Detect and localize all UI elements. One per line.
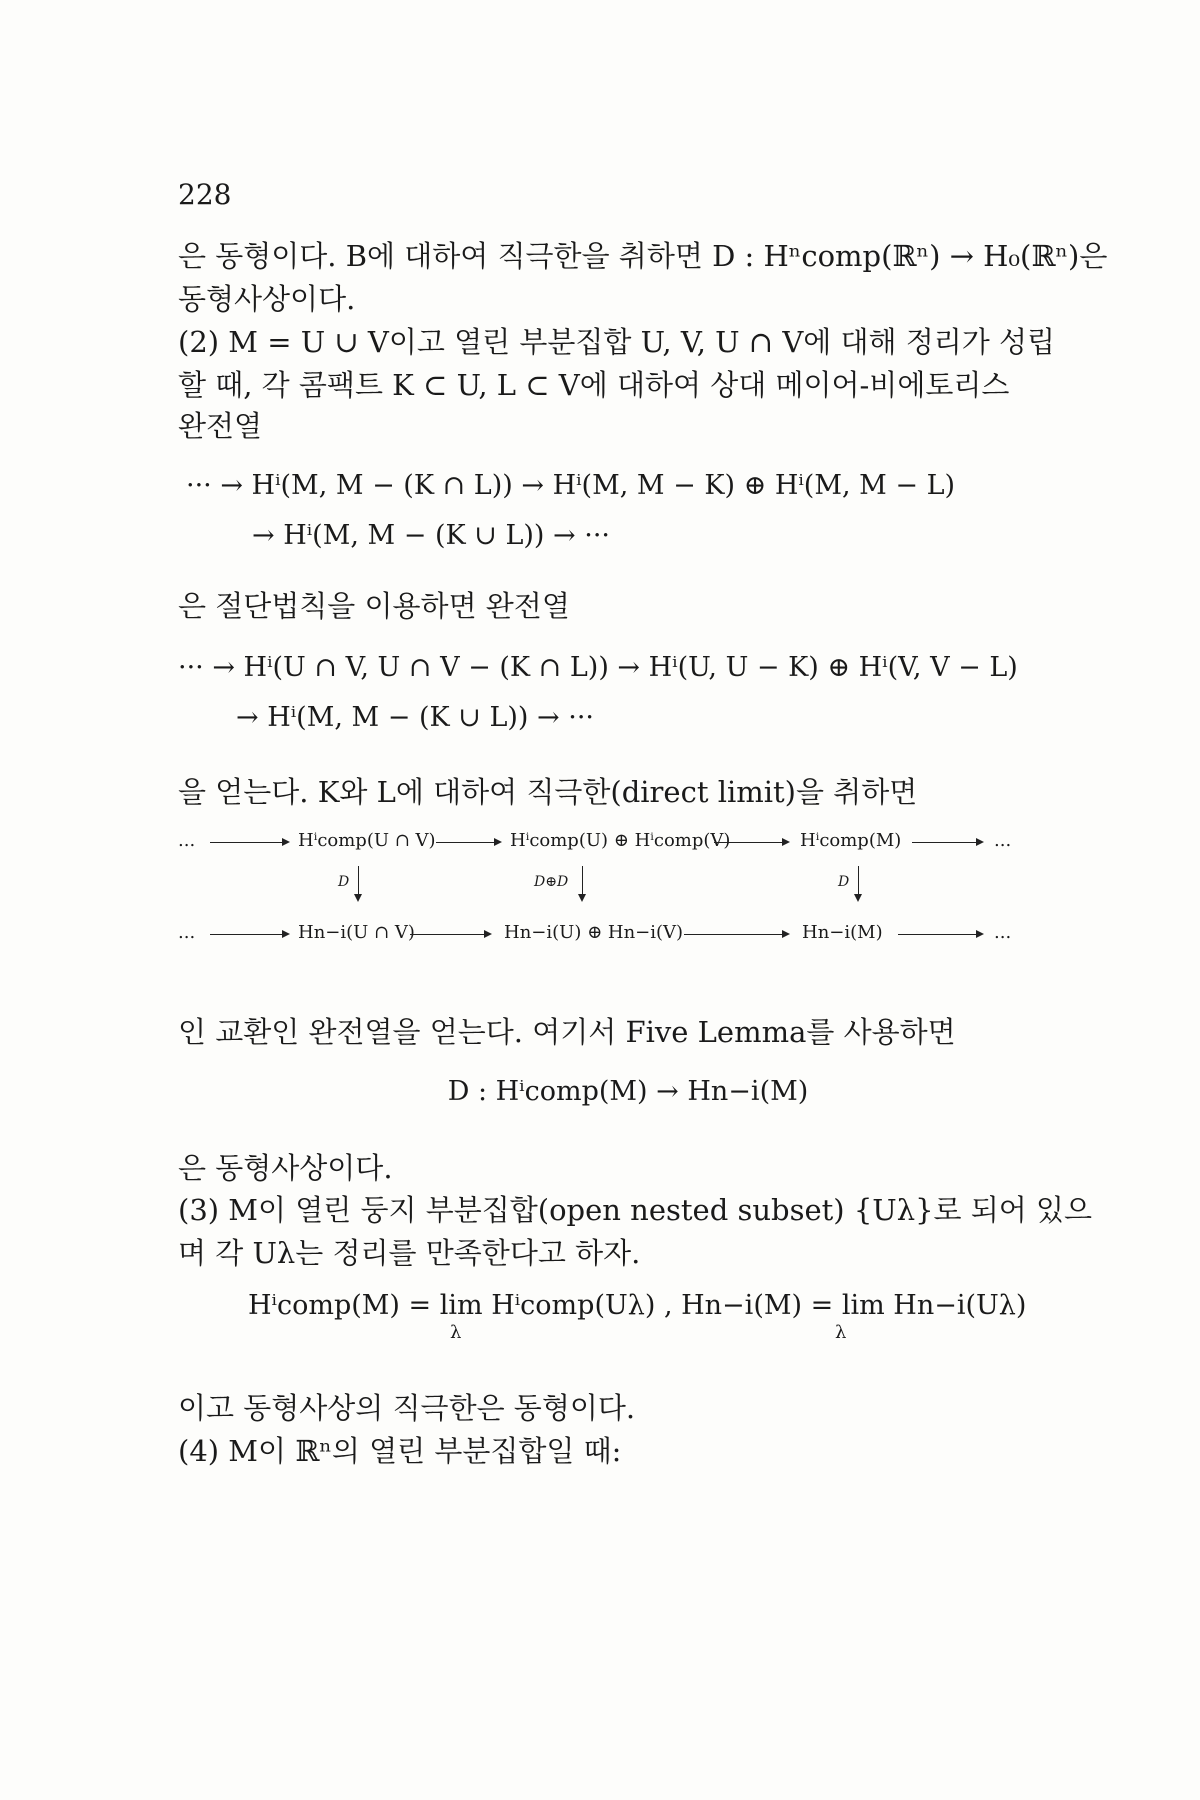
- diagram-node-bottom-3: Hn−i(M): [802, 922, 883, 943]
- diagram-vertical-label-3: D: [838, 874, 850, 890]
- diagram-arrow: [210, 842, 288, 843]
- diagram-down-arrow: [358, 866, 359, 900]
- diagram-node-bottom-2: Hn−i(U) ⊕ Hn−i(V): [504, 922, 684, 943]
- diagram-arrow: [436, 842, 500, 843]
- text-line-9: 은 동형사상이다.: [178, 1151, 393, 1185]
- limit-equation: Hⁱcomp(M) = lim Hⁱcomp(Uλ) , Hn−i(M) = lim Hn−i(Uλ): [248, 1290, 1027, 1321]
- diagram-dots-top-right: ...: [994, 830, 1012, 851]
- text-line-4: 할 때, 각 콤팩트 K ⊂ U, L ⊂ V에 대하여 상대 메이어-비에토리스: [178, 368, 1010, 402]
- text-line-11: 며 각 Uλ는 정리를 만족한다고 하자.: [178, 1236, 641, 1270]
- commutative-diagram: [178, 830, 1078, 960]
- diagram-node-bottom-1: Hn−i(U ∩ V): [298, 922, 415, 943]
- exact-sequence-2-line-1: ··· → Hⁱ(U ∩ V, U ∩ V − (K ∩ L)) → Hⁱ(U, U − K) ⊕ Hⁱ(V, V − L): [178, 652, 1018, 683]
- limit-subscript-right: λ: [835, 1322, 847, 1343]
- text-line-12: 이고 동형사상의 직극한은 동형이다.: [178, 1391, 636, 1425]
- text-line-5: 완전열: [178, 409, 263, 443]
- diagram-node-top-2: Hⁱcomp(U) ⊕ Hⁱcomp(V): [510, 830, 731, 851]
- text-line-7: 을 얻는다. K와 L에 대하여 직극한(direct limit)을 취하면: [178, 775, 918, 809]
- diagram-arrow: [912, 842, 982, 843]
- text-line-2: 동형사상이다.: [178, 282, 356, 316]
- text-line-3: (2) M = U ∪ V이고 열린 부분집합 U, V, U ∩ V에 대해 정리가 성립: [178, 325, 1056, 359]
- limit-subscript-left: λ: [450, 1322, 462, 1343]
- diagram-dots-bottom-right: ...: [994, 922, 1012, 943]
- exact-sequence-1-line-1: ··· → Hⁱ(M, M − (K ∩ L)) → Hⁱ(M, M − K) ⊕ Hⁱ(M, M − L): [186, 470, 956, 501]
- text-line-1: 은 동형이다. B에 대하여 직극한을 취하면 D : Hⁿcomp(ℝⁿ) → H₀(ℝⁿ)은: [178, 239, 1108, 273]
- diagram-node-top-3: Hⁱcomp(M): [800, 830, 902, 851]
- diagram-arrow: [410, 934, 490, 935]
- text-line-6: 은 절단법칙을 이용하면 완전열: [178, 589, 570, 623]
- diagram-node-top-1: Hⁱcomp(U ∩ V): [298, 830, 436, 851]
- diagram-vertical-label-1: D: [338, 874, 350, 890]
- isomorphism-equation: D : Hⁱcomp(M) → Hn−i(M): [447, 1076, 809, 1107]
- exact-sequence-2-line-2: → Hⁱ(M, M − (K ∪ L)) → ···: [236, 702, 594, 733]
- diagram-arrow: [210, 934, 288, 935]
- diagram-arrow: [714, 842, 788, 843]
- diagram-down-arrow: [858, 866, 859, 900]
- text-line-10: (3) M이 열린 둥지 부분집합(open nested subset) {Uλ}로 되어 있으: [178, 1193, 1093, 1227]
- diagram-arrow: [684, 934, 788, 935]
- diagram-dots-top-left: ...: [178, 830, 196, 851]
- text-line-13: (4) M이 ℝⁿ의 열린 부분집합일 때:: [178, 1434, 622, 1468]
- diagram-vertical-label-2: D⊕D: [534, 874, 569, 890]
- exact-sequence-1-line-2: → Hⁱ(M, M − (K ∪ L)) → ···: [252, 520, 610, 551]
- diagram-arrow: [898, 934, 982, 935]
- text-line-8: 인 교환인 완전열을 얻는다. 여기서 Five Lemma를 사용하면: [178, 1015, 956, 1049]
- page-number: 228: [178, 178, 232, 211]
- diagram-down-arrow: [582, 866, 583, 900]
- diagram-dots-bottom-left: ...: [178, 922, 196, 943]
